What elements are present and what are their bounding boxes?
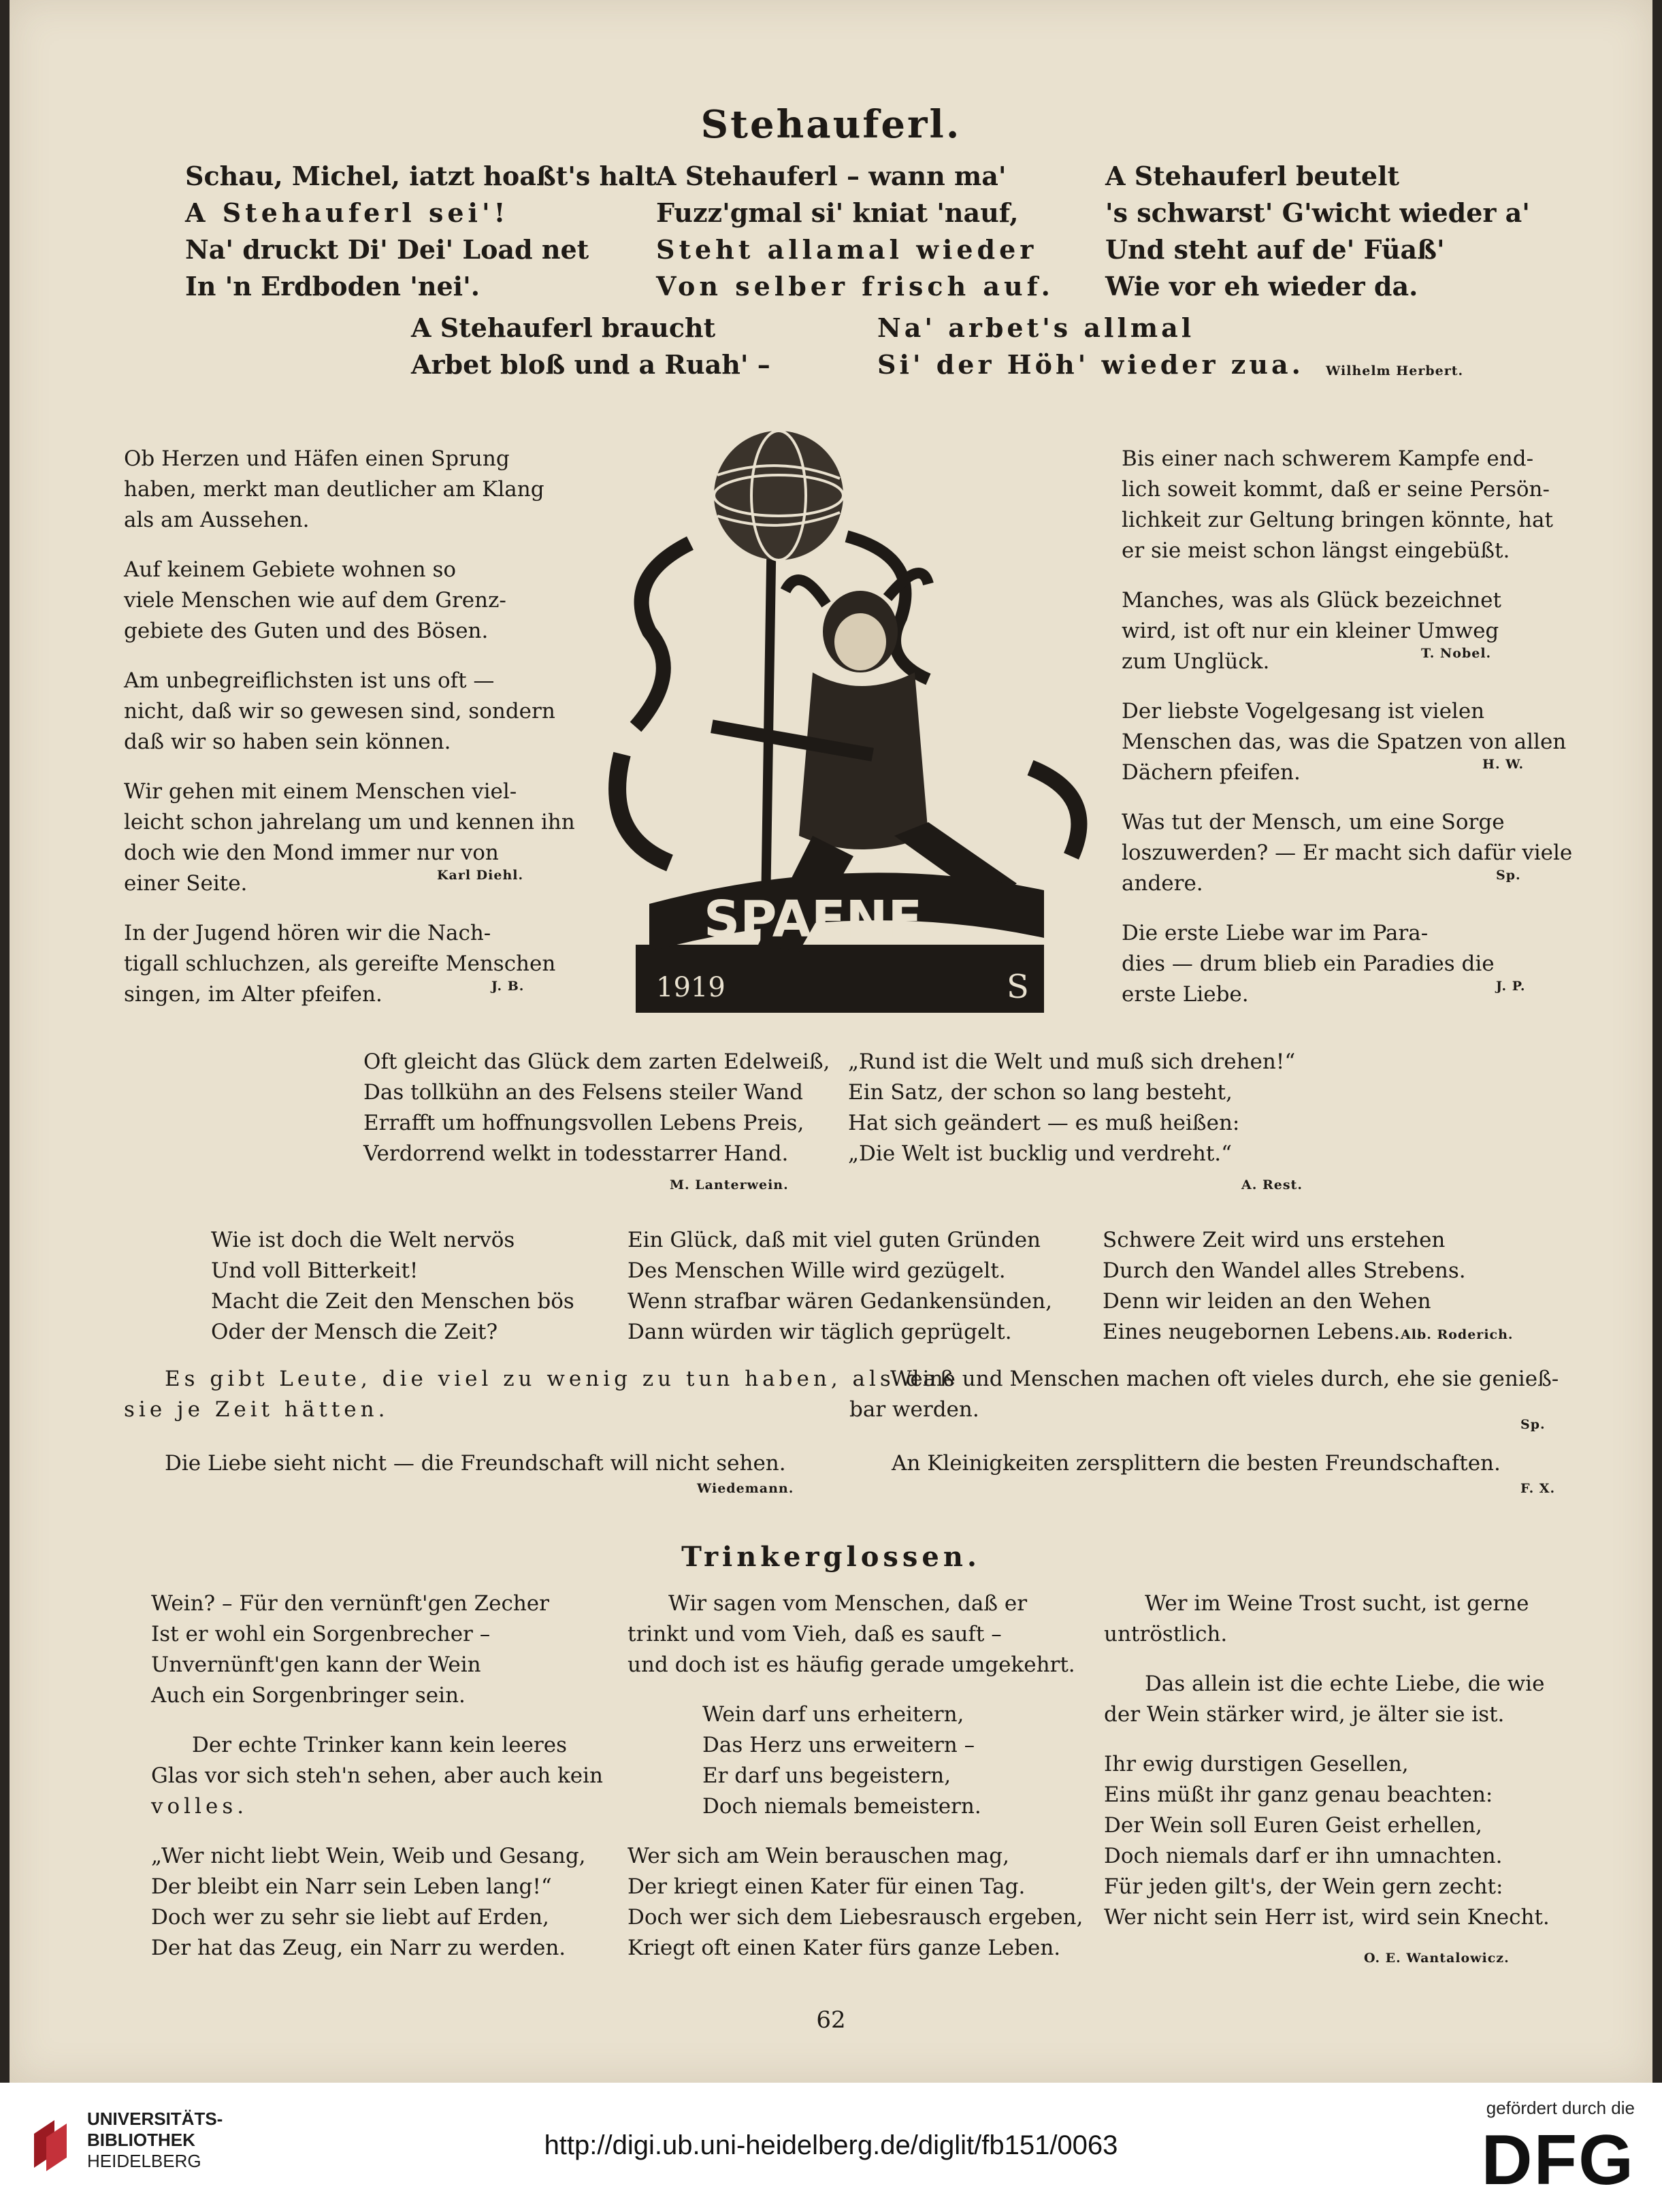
poem-line: Unvernünft'gen kann der Wein [151,1653,481,1677]
poem-line: Doch niemals bemeistern. [702,1794,981,1819]
poem-line: A Stehauferl – wann ma' [656,161,1007,191]
poem-line: Si' der Höh' wieder zua. [877,349,1304,380]
text-line: Wir sagen vom Menschen, daß er [668,1591,1028,1616]
text-line: sie je Zeit hätten. [124,1397,389,1422]
library-name-line: BIBLIOTHEK [87,2130,195,2150]
section-title: Trinkerglossen. [681,1541,981,1573]
poem-line: In 'n Erdboden 'nei'. [185,271,480,302]
poem-line: Fuzz'gmal si' kniat 'nauf, [656,197,1019,228]
poem-author: M. Lanterwein. [670,1177,789,1192]
poem-line: A Stehauferl braucht [411,312,716,343]
aphorism-author: T. Nobel. [1421,646,1492,661]
poem-author: Alb. Roderich. [1401,1327,1514,1342]
trinker-col-2 [628,1589,1083,1983]
text-line: Auf keinem Gebiete wohnen so [124,557,457,582]
poem-author: A. Rest. [1241,1177,1303,1192]
poem-line: Von selber frisch auf. [656,271,1054,302]
text-line: viele Menschen wie auf dem Grenz- [124,588,506,613]
aphorism-author: J. B. [491,979,525,994]
poem-line: Wenn strafbar wären Gedankensünden, [628,1289,1052,1314]
poem-line: Hat sich geändert — es muß heißen: [848,1111,1240,1135]
poem-line: Macht die Zeit den Menschen bös [211,1289,574,1314]
poem-line: Schau, Michel, iatzt hoaßt's halt [185,161,657,191]
text-line: er sie meist schon längst eingebüßt. [1122,538,1510,563]
aphorism [1122,918,1557,1010]
poem-line: Durch den Wandel alles Strebens. [1103,1258,1466,1283]
aphorism [628,1589,1083,1680]
aphorism [1122,585,1557,677]
poem-line: Wein? – Für den vernünft'gen Zecher [151,1591,549,1616]
poem-line: Der hat das Zeug, ein Narr zu werden. [151,1936,566,1960]
text-line: Was tut der Mensch, um eine Sorge [1122,810,1505,834]
funded-by-label: gefördert durch die [1486,2098,1635,2118]
poem [151,1589,603,1711]
poem-author: Wilhelm Herbert. [1326,363,1464,378]
poem-stanza-5 [877,310,1304,383]
saying-author: Wiedemann. [697,1481,794,1496]
text-line: erste Liebe. [1122,982,1249,1007]
poem-line: Oder der Mensch die Zeit? [211,1320,498,1344]
poem-line: Kriegt oft einen Kater fürs ganze Leben. [628,1936,1061,1960]
poem-line: Und voll Bitterkeit! [211,1258,419,1283]
aphorism [1122,696,1567,788]
good-reasons-poem [628,1225,1052,1348]
text-line: bar werden. [849,1397,979,1422]
poem-line: Das Herz uns erweitern – [702,1733,975,1757]
poem-stanza-1 [185,158,657,305]
poem-line: Ist er wohl ein Sorgenbrecher – [151,1622,491,1646]
text-line: nicht, daß wir so gewesen sind, sondern [124,699,555,723]
poem-line: Das tollkühn an des Felsens steiler Wand [363,1080,803,1105]
text-line: daß wir so haben sein können. [124,730,451,754]
aphorism-author: Karl Diehl. [437,868,524,883]
text-line: Die erste Liebe war im Para- [1122,921,1429,945]
text-line: Ob Herzen und Häfen einen Sprung [124,446,510,471]
poem-stanza-3 [1105,158,1530,305]
poem-line: Ein Glück, daß mit viel guten Gründen [628,1228,1041,1252]
trinker-col-1 [151,1589,603,1983]
text-line: und doch ist es häufig gerade umgekehrt. [628,1653,1075,1677]
text-line: tigall schluchzen, als gereifte Menschen [124,952,556,976]
saying-author: Sp. [1520,1417,1546,1432]
poem [151,1841,603,1964]
illustration-banner: SPAENE [704,890,923,949]
aphorism [1104,1669,1550,1730]
poem-line: „Wer nicht liebt Wein, Weib und Gesang, [151,1844,586,1868]
text-line: haben, merkt man deutlicher am Klang [124,477,544,502]
trinker-col-3 [1104,1589,1550,1952]
text-line: Am unbegreiflichsten ist uns oft — [124,668,495,693]
text-line: Weine und Menschen machen oft vieles durch, ehe sie genieß- [890,1367,1559,1391]
poem-line: Oft gleicht das Glück dem zarten Edelweiß, [363,1050,830,1074]
poem-line: Wer nicht sein Herr ist, wird sein Knecht. [1104,1905,1550,1930]
poem-line: Der Wein soll Euren Geist erhellen, [1104,1813,1482,1838]
text-line: trinkt und vom Vieh, daß es sauft – [628,1622,1002,1646]
left-aphorisms [124,444,575,1029]
poem-stanza-4 [411,310,770,383]
aphorism [124,666,566,758]
text-line: Das allein ist die echte Liebe, die wie [1145,1672,1545,1696]
text-line: dies — drum blieb ein Paradies die [1122,952,1495,976]
poem-line: Der bleibt ein Narr sein Leben lang!“ [151,1874,552,1899]
aphorism [1104,1589,1550,1650]
text-line: doch wie den Mond immer nur von [124,841,499,865]
poem-line: Dann würden wir täglich geprügelt. [628,1320,1012,1344]
poem-stanza-2 [656,158,1054,305]
text-line: Manches, was als Glück bezeichnet [1122,588,1501,613]
poem-line: Und steht auf de' Füaß' [1105,234,1445,265]
text-line: untröstlich. [1104,1622,1228,1646]
poem-line: Wie ist doch die Welt nervös [211,1228,515,1252]
poem-line: Denn wir leiden an den Wehen [1103,1289,1431,1314]
poem-line: Errafft um hoffnungsvollen Lebens Preis, [363,1111,804,1135]
text-line: lich soweit kommt, daß er seine Persön- [1122,477,1550,502]
saying-time [124,1364,958,1425]
poem-line: Ein Satz, der schon so lang besteht, [848,1080,1233,1105]
poem-line: Schwere Zeit wird uns erstehen [1103,1228,1446,1252]
poem-line: A Stehauferl sei'! [185,197,510,228]
text-line: leicht schon jahrelang um und kennen ihn [124,810,575,834]
permalink-url[interactable]: http://digi.ub.uni-heidelberg.de/diglit/fb151/0063 [544,2130,1118,2160]
aphorism-author: Sp. [1496,868,1521,883]
text-line: lichkeit zur Geltung bringen könnte, hat [1122,508,1553,532]
poem-line: Er darf uns begeistern, [702,1763,951,1788]
poem-line: Steht allamal wieder [656,234,1038,265]
page-number: 62 [816,2006,846,2034]
edelweiss-poem [363,1047,830,1169]
saying-friendship [892,1448,1501,1479]
poem-line: 's schwarst' G'wicht wieder a' [1105,197,1530,228]
text-line: einer Seite. [124,871,248,896]
poem-line: Wein darf uns erheitern, [702,1702,964,1727]
text-line: Dächern pfeifen. [1122,760,1301,785]
poem-line: Wer sich am Wein berauschen mag, [628,1844,1009,1868]
saying-love [165,1448,786,1479]
text-line: Glas vor sich steh'n sehen, aber auch kein [151,1763,604,1788]
text-line: Es gibt Leute, die viel zu wenig zu tun haben, als daß [165,1367,958,1391]
text-line: wird, ist oft nur ein kleiner Umweg [1122,619,1499,643]
poem-line: Verdorrend welkt in todesstarrer Hand. [363,1141,789,1166]
poem-line: Na' arbet's allmal [877,312,1195,343]
world-poem [848,1047,1295,1169]
library-name-line: HEIDELBERG [87,2151,201,2171]
poem-line: Des Menschen Wille wird gezügelt. [628,1258,1006,1283]
poem [628,1841,1083,1964]
aphorism [124,777,575,899]
text-line: Der liebste Vogelgesang ist vielen [1122,699,1485,723]
aphorism [124,444,566,536]
aphorism [1122,444,1557,566]
poem-line: Doch niemals darf er ihn umnachten. [1104,1844,1503,1868]
poem-line: Auch ein Sorgenbringer sein. [151,1683,466,1708]
poem-line: Für jeden gilt's, der Wein gern zecht: [1104,1874,1503,1899]
poem-line: A Stehauferl beutelt [1105,161,1400,191]
text-line: als am Aussehen. [124,508,310,532]
text-line: loszuwerden? — Er macht sich dafür viele [1122,841,1573,865]
jester-illustration [608,414,1098,1026]
poem-line: „Die Welt ist bucklig und verdreht.“ [848,1141,1232,1166]
poem-line: Eines neugebornen Lebens. [1103,1320,1401,1344]
poem-title: Stehauferl. [700,102,962,147]
text-line: Die Liebe sieht nicht — die Freundschaft will nicht sehen. [165,1451,786,1476]
text-line: Wir gehen mit einem Menschen viel- [124,779,517,804]
text-line: Der echte Trinker kann kein leeres [192,1733,567,1757]
poem-line: Na' druckt Di' Dei' Load net [185,234,589,265]
dfg-logo: DFG [1481,2121,1635,2200]
aphorism [1122,807,1573,899]
aphorism-author: J. P. [1496,979,1526,994]
text-line: andere. [1122,871,1203,896]
text-line: der Wein stärker wird, je älter sie ist. [1104,1702,1505,1727]
nervous-world-poem [211,1225,574,1348]
aphorism-author: H. W. [1482,757,1525,772]
library-name-line: UNIVERSITÄTS- [87,2109,223,2129]
illustration-monogram: S [1007,968,1029,1006]
poem [628,1699,1083,1822]
poem-line: Der kriegt einen Kater für einen Tag. [628,1874,1026,1899]
text-line: In der Jugend hören wir die Nach- [124,921,491,945]
right-aphorisms [1122,444,1573,1029]
text-line: volles. [151,1794,248,1819]
text-line: gebiete des Guten und des Bösen. [124,619,489,643]
text-line: Bis einer nach schwerem Kampfe end- [1122,446,1534,471]
text-line: An Kleinigkeiten zersplittern die besten Freundschaften. [892,1451,1501,1476]
saying-wine [849,1364,1559,1425]
saying-author: F. X. [1520,1481,1556,1496]
poem-author: O. E. Wantalowicz. [1364,1951,1510,1966]
poem [1104,1749,1550,1933]
poem-line: „Rund ist die Welt und muß sich drehen!“ [848,1050,1296,1074]
illustration-year: 1919 [656,972,726,1003]
text-line: Wer im Weine Trost sucht, ist gerne [1145,1591,1529,1616]
poem-line: Wie vor eh wieder da. [1105,271,1418,302]
aphorism [124,555,566,647]
aphorism [124,918,566,1010]
text-line: Menschen das, was die Spatzen von allen [1122,730,1567,754]
poem-line: Doch wer zu sehr sie liebt auf Erden, [151,1905,549,1930]
aphorism [151,1730,603,1822]
poem-line: Doch wer sich dem Liebesrausch ergeben, [628,1905,1083,1930]
poem-line: Ihr ewig durstigen Gesellen, [1104,1752,1409,1776]
poem-line: Arbet bloß und a Ruah' – [411,349,770,380]
magazine-page [10,0,1652,2083]
text-line: singen, im Alter pfeifen. [124,982,382,1007]
poem-line: Eins müßt ihr ganz genau beachten: [1104,1783,1493,1807]
text-line: zum Unglück. [1122,649,1270,674]
